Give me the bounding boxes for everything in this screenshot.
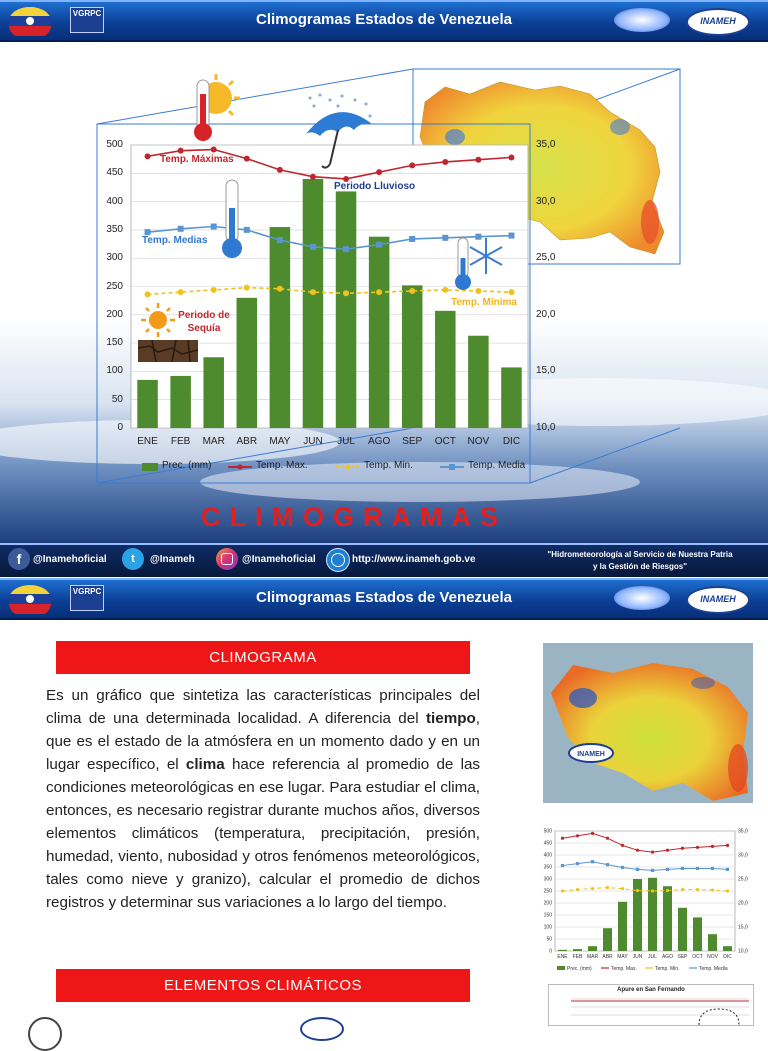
small-legend-swatch: [557, 966, 565, 970]
point-tmed: [409, 236, 415, 242]
point-tmax: [666, 849, 669, 852]
venezuela-map-thumbnail: [543, 643, 753, 803]
point-tmax: [621, 844, 624, 847]
bar-dic: [501, 367, 522, 428]
point-tmin: [726, 889, 729, 892]
bar-may: [618, 902, 627, 951]
y-tick-label: 150: [543, 912, 552, 919]
point-tmax: [591, 832, 594, 835]
legend-swatch-tmax: [228, 462, 252, 472]
y-tick-label: 100: [106, 365, 123, 377]
point-tmed: [666, 868, 669, 871]
x-tick-label: ABR: [602, 954, 613, 960]
y2-tick-label: 10,0: [738, 948, 748, 955]
bar-ago: [663, 886, 672, 951]
legend-tmax: Temp. Max.: [256, 460, 308, 471]
website-link[interactable]: http://www.inameh.gob.ve: [352, 554, 476, 565]
y-tick-label: 400: [543, 852, 552, 859]
climograma-description: Es un gráfico que sintetiza las características principales del clima de una determinada localidad. A diferencia del tiempo, que es el estado de la atmósfera en un momento dado y en un lugar específico, el clima hace referencia al promedio de las condiciones meteorológicas en ese lugar. Para estudiar el clima, entonces, es necesario registrar durante muchos años, diversos elementos climáticos (temperatura, precipitación, presión, humedad, viento, nubosidad y otros fenómenos meteorológicos, tales como nieve y granizo), calcular el promedio de dichos registros y determinar sus variaciones a lo largo del tiempo.: [46, 687, 480, 911]
x-tick-label: SEP: [677, 954, 688, 960]
point-tmin: [636, 889, 639, 892]
point-tmed: [681, 867, 684, 870]
bar-may: [270, 227, 291, 428]
point-tmax: [711, 845, 714, 848]
point-tmin: [376, 289, 382, 295]
facebook-link[interactable]: @Inamehoficial: [33, 554, 107, 565]
point-tmax: [681, 847, 684, 850]
legend-swatch-tmed: [440, 462, 464, 472]
ministry-seal-icon: [28, 1017, 62, 1051]
point-tmin: [145, 291, 151, 297]
header-bar-2: [0, 578, 768, 620]
point-tmax: [145, 153, 151, 159]
y2-tick-label: 10,0: [536, 422, 556, 433]
bar-jul: [336, 191, 357, 428]
y-tick-label: 250: [543, 888, 552, 895]
point-tmin: [621, 887, 624, 890]
point-tmed: [178, 226, 184, 232]
x-tick-label: JUL: [337, 436, 355, 447]
annotation-temp-med: Temp. Medias: [142, 235, 208, 246]
x-tick-label: JUL: [648, 954, 657, 960]
heading-elementos: ELEMENTOS CLIMÁTICOS: [56, 969, 470, 1002]
point-tmin: [681, 888, 684, 891]
y-tick-label: 150: [106, 337, 123, 349]
small-legend-label: Temp. Min.: [655, 966, 680, 972]
y-tick-label: 450: [106, 167, 123, 179]
x-tick-label: MAR: [586, 954, 599, 960]
y2-tick-label: 35,0: [738, 828, 748, 835]
x-tick-label: AGO: [368, 436, 391, 447]
y-tick-label: 50: [546, 936, 552, 943]
point-tmin: [561, 889, 564, 892]
small-climogram-chart: [535, 825, 759, 975]
point-tmed: [561, 864, 564, 867]
point-tmin: [576, 888, 579, 891]
term-tiempo: tiempo: [425, 710, 476, 727]
bar-dic: [723, 946, 732, 951]
point-tmax: [211, 147, 217, 153]
legend-tmed: Temp. Media: [468, 460, 526, 471]
x-tick-label: ABR: [236, 436, 258, 447]
y-tick-label: 0: [549, 948, 552, 955]
point-tmed: [277, 237, 283, 243]
umbrella-rain-icon: [300, 92, 380, 174]
point-tmed: [376, 242, 382, 248]
point-tmin: [651, 889, 654, 892]
twitter-icon[interactable]: t: [122, 548, 144, 570]
point-tmin: [277, 286, 283, 292]
point-tmed: [606, 863, 609, 866]
point-tmed: [576, 862, 579, 865]
motto-line-2: y la Gestión de Riesgos": [592, 562, 688, 571]
point-tmin: [591, 887, 594, 890]
chart-legend: [140, 460, 540, 474]
point-tmin: [343, 290, 349, 296]
small-chart-2-plot: [549, 995, 753, 1025]
x-tick-label: NOV: [707, 954, 718, 960]
point-tmax: [178, 148, 184, 154]
y-tick-label: 100: [543, 924, 552, 931]
point-tmax: [636, 849, 639, 852]
inameh-logo: INAMEH: [686, 586, 750, 614]
point-tmed: [591, 860, 594, 863]
x-tick-label: MAY: [617, 954, 628, 960]
point-tmed: [651, 869, 654, 872]
y-tick-label: 400: [106, 195, 123, 207]
annotation-dry: Periodo de Sequía: [178, 310, 230, 334]
legend-swatch-prec: [142, 463, 158, 471]
bar-ene: [558, 950, 567, 951]
bar-feb: [170, 376, 191, 428]
y-tick-label: 200: [106, 308, 123, 320]
sun-dry-icon: [140, 302, 176, 338]
point-tmax: [576, 834, 579, 837]
point-tmin: [310, 289, 316, 295]
point-tmax: [726, 844, 729, 847]
legend-swatch-tmin: [336, 462, 360, 472]
instagram-icon[interactable]: [216, 548, 238, 570]
y-tick-label: 0: [117, 422, 123, 433]
blue-thermometer-icon: [218, 178, 248, 262]
x-tick-label: ENE: [137, 436, 158, 447]
ministry-logo-icon: [614, 586, 670, 610]
x-tick-label: JUN: [303, 436, 323, 447]
y2-tick-label: 25,0: [738, 876, 748, 883]
y2-tick-label: 15,0: [738, 924, 748, 931]
point-tmax: [606, 837, 609, 840]
motto-line-1: "Hidrometeorología al Servicio de Nuestra Patria: [547, 550, 733, 559]
point-tmin: [696, 888, 699, 891]
y-tick-label: 350: [543, 864, 552, 871]
y-tick-label: 500: [106, 139, 123, 150]
page-title-2: Climogramas Estados de Venezuela: [256, 589, 512, 606]
point-tmax: [561, 837, 564, 840]
point-tmin: [178, 289, 184, 295]
y2-tick-label: 20,0: [738, 900, 748, 907]
snowflake-thermometer-icon: [452, 232, 512, 294]
bottom-logos: [20, 1013, 520, 1024]
point-tmin: [211, 287, 217, 293]
legend-prec: Prec. (mm): [162, 460, 212, 471]
point-tmax: [475, 157, 481, 163]
point-tmax: [310, 174, 316, 180]
y-tick-label: 200: [543, 900, 552, 907]
motto: [520, 549, 760, 573]
bar-nov: [468, 336, 489, 428]
x-tick-label: NOV: [467, 436, 490, 447]
inameh-seal-icon: [300, 1017, 344, 1041]
small-legend-label: Temp. Media: [699, 966, 728, 972]
bar-oct: [435, 311, 456, 428]
x-tick-label: ENE: [557, 954, 568, 960]
point-tmin: [244, 285, 250, 291]
x-tick-label: MAY: [269, 436, 291, 447]
bar-mar: [203, 357, 224, 428]
bar-jun: [303, 179, 324, 428]
point-tmed: [621, 866, 624, 869]
x-tick-label: DIC: [723, 954, 732, 960]
map-inameh-logo: INAMEH: [577, 751, 605, 758]
inameh-logo: INAMEH: [686, 8, 750, 36]
y-tick-label: 300: [543, 876, 552, 883]
point-tmax: [651, 851, 654, 854]
y-tick-label: 300: [106, 252, 123, 264]
x-tick-label: MAR: [202, 436, 225, 447]
x-tick-label: OCT: [692, 954, 703, 960]
climogramas-banner: CLIMOGRAMAS: [201, 502, 507, 532]
y-tick-label: 450: [543, 840, 552, 847]
point-tmed: [726, 868, 729, 871]
page-title: Climogramas Estados de Venezuela: [256, 11, 512, 28]
bar-abr: [603, 928, 612, 951]
bar-feb: [573, 949, 582, 951]
bar-abr: [237, 298, 258, 428]
point-tmin: [711, 888, 714, 891]
point-tmax: [508, 154, 514, 160]
y2-tick-label: 25,0: [536, 252, 556, 264]
x-tick-label: FEB: [572, 954, 583, 960]
x-tick-label: OCT: [434, 436, 456, 447]
annotation-temp-max: Temp. Máximas: [160, 154, 234, 165]
bar-nov: [708, 934, 717, 951]
bar-sep: [678, 908, 687, 951]
y-tick-label: 50: [111, 393, 123, 405]
y2-tick-label: 15,0: [536, 365, 556, 377]
instagram-link[interactable]: @Inamehoficial: [242, 554, 316, 565]
point-tmed: [696, 867, 699, 870]
small-chart-2-title: Apure en San Fernando: [617, 987, 685, 993]
y-tick-label: 250: [106, 280, 123, 292]
vgrpc-logo: VGRPC: [70, 585, 104, 611]
x-tick-label: AGO: [661, 954, 674, 960]
term-clima: clima: [185, 756, 225, 773]
point-tmax: [442, 159, 448, 165]
bar-ago: [369, 237, 390, 428]
y2-tick-label: 35,0: [536, 139, 556, 150]
point-tmed: [310, 244, 316, 250]
small-legend-label: Prec. (mm): [567, 966, 592, 972]
point-tmin: [606, 886, 609, 889]
bar-jul: [648, 878, 657, 951]
x-tick-label: SEP: [402, 436, 423, 447]
point-tmin: [666, 889, 669, 892]
heading-climograma: CLIMOGRAMA: [56, 641, 470, 674]
bar-oct: [693, 917, 702, 951]
point-tmin: [409, 288, 415, 294]
vgrpc-logo: VGRPC: [70, 7, 104, 33]
sun-thermometer-icon: [180, 72, 246, 144]
point-tmed: [343, 246, 349, 252]
point-tmax: [244, 156, 250, 162]
small-chart-2: [548, 984, 754, 1026]
point-tmed: [442, 235, 448, 241]
social-footer: [0, 543, 768, 577]
small-legend-label: Temp. Max.: [611, 966, 637, 972]
legend-tmin: Temp. Min.: [364, 460, 413, 471]
x-tick-label: DIC: [502, 436, 521, 447]
y-tick-label: 350: [106, 223, 123, 235]
point-tmin: [442, 287, 448, 293]
bar-sep: [402, 285, 423, 428]
globe-icon[interactable]: [326, 548, 350, 572]
bar-mar: [588, 946, 597, 951]
cracked-soil-icon: [138, 340, 198, 362]
point-tmax: [277, 167, 283, 173]
point-tmed: [211, 224, 217, 230]
y2-tick-label: 30,0: [738, 852, 748, 859]
annotation-temp-min: Temp. Mínima: [451, 297, 517, 308]
point-tmax: [696, 846, 699, 849]
bar-ene: [137, 380, 158, 428]
x-tick-label: JUN: [632, 954, 643, 960]
y2-tick-label: 20,0: [536, 308, 556, 320]
point-tmed: [636, 868, 639, 871]
x-tick-label: FEB: [170, 436, 191, 447]
twitter-link[interactable]: @Inameh: [150, 554, 195, 565]
facebook-icon[interactable]: f: [8, 548, 30, 570]
y2-tick-label: 30,0: [536, 195, 556, 207]
annotation-rainy: Periodo Lluvioso: [334, 181, 416, 192]
point-tmax: [409, 162, 415, 168]
point-tmed: [711, 867, 714, 870]
y-tick-label: 500: [543, 828, 552, 835]
